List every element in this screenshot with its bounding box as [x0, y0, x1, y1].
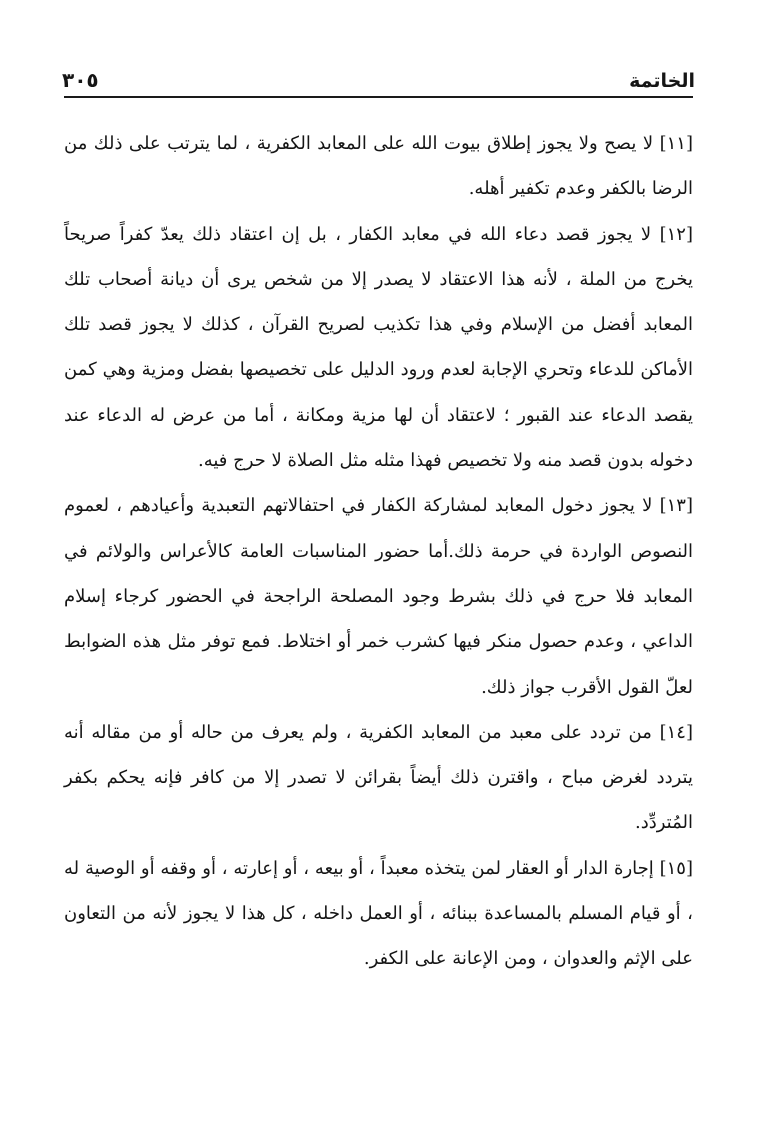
- paragraph-13: [64, 483, 693, 709]
- page-body: [64, 121, 693, 982]
- paragraph-number: [١٤]: [659, 721, 693, 743]
- paragraph-12: [64, 212, 693, 484]
- page-header: [62, 62, 695, 92]
- paragraph-11: [64, 121, 693, 212]
- paragraph-text: لا يجوز دخول المعابد لمشاركة الكفار في احتفالاتهم التعبدية وأعيادهم ، لعموم النصوص الواردة في حرمة ذلك.أما حضور المناسبات العامة كالأعراس والولائم في المعابد فلا حرج في ذلك بشرط وجود المصلحة الراجحة في الحضور كرجاء إسلام الداعي ، وعدم حصول منكر فيها كشرب خمر أو اختلاط. فمع توفر مثل هذه الضوابط لعلّ القول الأقرب جواز ذلك.: [64, 495, 693, 698]
- header-divider: [64, 96, 693, 98]
- paragraph-text: لا يصح ولا يجوز إطلاق بيوت الله على المعابد الكفرية ، لما يترتب على ذلك من الرضا بالكفر وعدم تكفير أهله.: [64, 133, 693, 200]
- paragraph-text: من تردد على معبد من المعابد الكفرية ، ولم يعرف من حاله أو من مقاله أنه يتردد لغرض مباح ، واقترن ذلك أيضاً بقرائن لا تصدر إلا من كافر فإنه يحكم بكفر المُتردِّد.: [64, 721, 693, 834]
- page-number: ٣٠٥: [62, 68, 99, 92]
- paragraph-number: [١٢]: [659, 223, 693, 245]
- paragraph-text: لا يجوز قصد دعاء الله في معابد الكفار ، بل إن اعتقاد ذلك يعدّ كفراً صريحاً يخرج من الملة ، لأنه هذا الاعتقاد لا يصدر إلا من شخص يرى أن ديانة أصحاب تلك المعابد أفضل من الإسلام وفي هذا تكذيب لصريح القرآن ، كذلك لا يجوز قصد تلك الأماكن للدعاء وتحري الإجابة لعدم ورود الدليل على تخصيصها بفضل ومزية وهي كمن يقصد الدعاء عند القبور ؛ لاعتقاد أن لها مزية ومكانة ، أما من عرض له الدعاء عند دخوله بدون قصد منه ولا تخصيص فهذا مثله مثل الصلاة لا حرج فيه.: [64, 223, 693, 472]
- paragraph-number: [١١]: [659, 133, 693, 154]
- chapter-title: الخاتمة: [629, 70, 695, 92]
- paragraph-14: [64, 710, 693, 846]
- paragraph-text: إجارة الدار أو العقار لمن يتخذه معبداً ، أو بيعه ، أو إعارته ، أو وقفه أو الوصية له ، أو قيام المسلم بالمساعدة ببنائه ، أو العمل داخله ، كل هذا لا يجوز لأنه من التعاون على الإثم والعدوان ، ومن الإعانة على الكفر.: [64, 857, 693, 970]
- paragraph-15: [64, 846, 693, 982]
- paragraph-number: [١٣]: [659, 495, 693, 517]
- paragraph-number: [١٥]: [659, 857, 693, 879]
